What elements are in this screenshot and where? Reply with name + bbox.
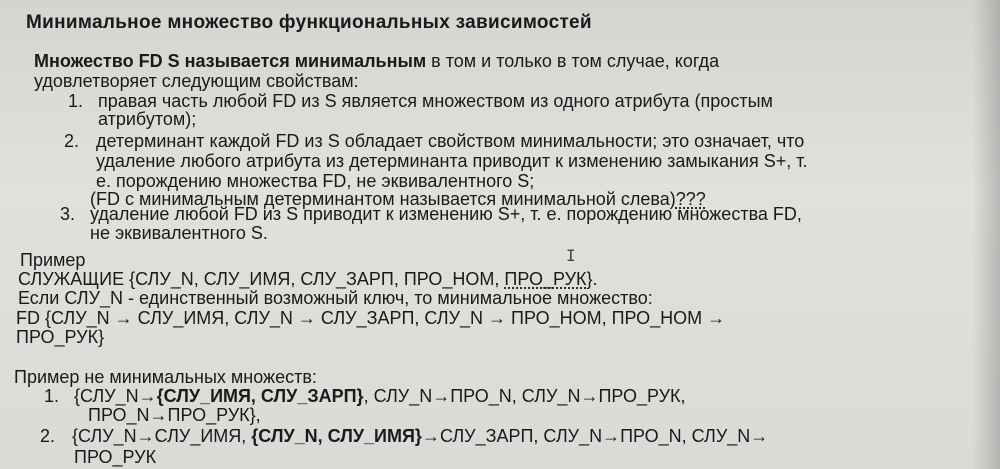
counter-2-line-1 (72, 425, 768, 447)
property-3-number: 3. (60, 204, 76, 224)
screen-edge-shadow (972, 0, 1000, 469)
property-3-line-2: не эквивалентного S. (90, 223, 268, 243)
property-1-line-1: правая часть любой FD из S является множеством из одного атрибута (простым (98, 91, 773, 111)
counter-1-part-c: , СЛУ_N→ПРО_N, СЛУ_N→ПРО_РУК, (363, 386, 686, 406)
property-2-number: 2. (64, 131, 80, 151)
definition-rest: в том и только в том случае, когда (426, 51, 720, 71)
example-condition: Если СЛУ_N - единственный возможный ключ, то минимальное множество: (18, 288, 653, 308)
definition-line-2: удовлетворяет следующим свойствам: (34, 71, 359, 91)
counter-1-part-a: {СЛУ_N→ (74, 386, 157, 406)
property-2-line-1: детерминант каждой FD из S обладает свойством минимальности; это означает, что (96, 131, 805, 151)
counter-1-part-bold: {СЛУ_ИМЯ, СЛУ_ЗАРП} (156, 386, 364, 406)
property-2-note-tail: ??? (675, 189, 706, 209)
property-2-line-3: е. порождению множества FD, не эквивалентного S; (96, 171, 535, 191)
counter-2-part-bold: {СЛУ_N, СЛУ_ИМЯ} (251, 426, 422, 446)
example-relation-underlined: ПРО_РУК (504, 269, 587, 289)
example-relation-pre: СЛУЖАЩИЕ {СЛУ_N, СЛУ_ИМЯ, СЛУ_ЗАРП, ПРО_НОМ, (18, 269, 505, 289)
property-1-line-2: атрибутом); (98, 109, 197, 129)
property-1-number: 1. (68, 91, 84, 111)
slide-title: Минимальное множество функциональных зависимостей (26, 12, 592, 33)
counter-2-part-c: →СЛУ_ЗАРП, СЛУ_N→ПРО_N, СЛУ_N→ (421, 426, 769, 446)
example-label: Пример (20, 250, 86, 270)
counter-2-line-2: ПРО_РУК (74, 447, 157, 467)
property-3-line-1: удаление любой FD из S приводит к изменению S+, т. е. порождению множества FD, (90, 204, 802, 224)
definition-line-1 (34, 50, 719, 72)
example-fd-line-2: ПРО_РУК} (16, 327, 105, 347)
example-relation-post: }. (586, 269, 598, 289)
counter-2-number: 2. (40, 426, 56, 446)
property-2-line-2: удаление любого атрибута из детерминанта приводит к изменению замыкания S+, т. (96, 151, 808, 171)
counter-label: Пример не минимальных множеств: (14, 367, 317, 387)
definition-bold: Множество FD S называется минимальным (34, 51, 427, 71)
property-2-note-text: (FD с минимальным детерминантом называется минимальной слева) (90, 189, 676, 209)
text-cursor-icon: I (566, 246, 576, 265)
counter-1-number: 1. (44, 386, 60, 406)
example-fd-line-1: FD {СЛУ_N → СЛУ_ИМЯ, СЛУ_N → СЛУ_ЗАРП, СЛУ_N → ПРО_НОМ, ПРО_НОМ → (16, 308, 726, 328)
counter-1-line-2: ПРО_N→ПРО_РУК}, (88, 405, 261, 425)
counter-2-part-a: {СЛУ_N→СЛУ_ИМЯ, (72, 426, 252, 446)
